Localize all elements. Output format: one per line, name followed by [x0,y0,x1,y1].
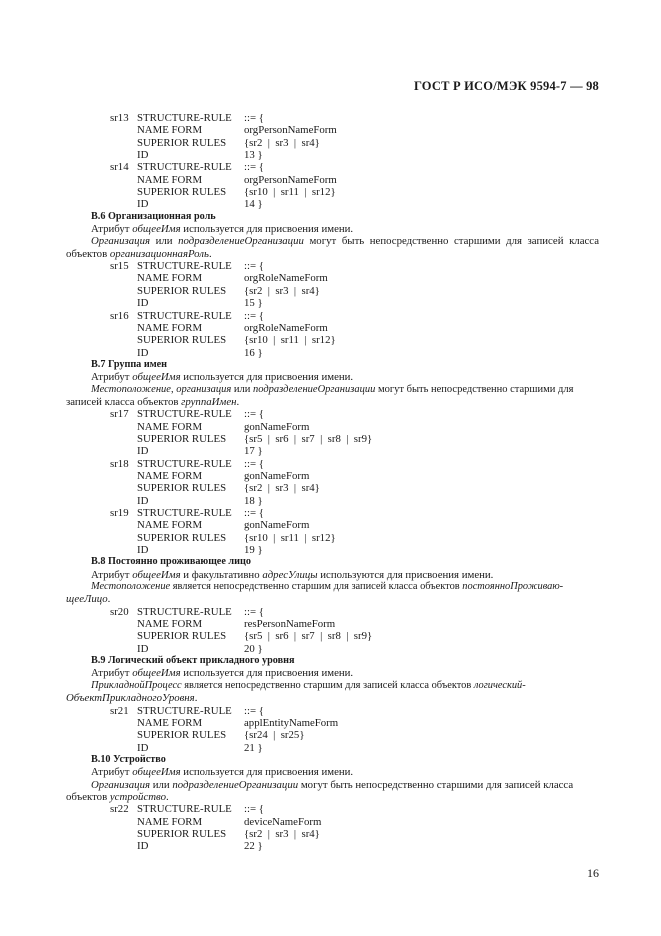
field-label: NAME FORM [137,173,203,186]
rule-id: sr20 [110,605,129,618]
field-value: 19 } [244,544,263,557]
text: Атрибут [91,223,133,236]
text: , [170,383,177,395]
rule-field-line [66,618,599,630]
paragraph [66,371,599,383]
rule-keyword: STRUCTURE-RULE [137,457,232,470]
text: могут быть непосредственно старшими для [375,383,574,395]
structure-rule-line [66,507,599,519]
italic-term: организационнаяРоль [109,247,209,260]
rule-field-line [66,334,599,346]
italic-term: логический- [473,679,526,691]
rule-operator: ::= { [244,260,264,273]
rule-field-line [66,272,599,284]
field-value: gonNameForm [244,420,310,433]
rule-id: sr13 [110,112,129,124]
structure-rule-line [66,161,599,173]
italic-term: постоянноПроживаю- [462,581,564,593]
rule-field-line [66,630,599,642]
field-value: applEntityNameForm [244,716,339,729]
field-label: SUPERIOR RULES [137,531,227,544]
italic-term: общееИмя [132,568,181,581]
text: Атрибут [91,568,133,581]
field-label: NAME FORM [137,618,203,631]
rule-keyword: STRUCTURE-RULE [137,605,232,618]
rule-id: sr14 [110,161,129,174]
field-label: ID [137,840,149,853]
structure-rule-line [66,803,599,815]
paragraph [66,384,599,396]
field-value: 18 } [244,494,263,507]
section-heading: В.9 Логический объект прикладного уровня [91,655,295,667]
italic-term: подразделениеОрганизации [172,778,299,791]
rule-operator: ::= { [244,457,264,470]
field-label: NAME FORM [137,469,203,482]
italic-term: адресУлицы [262,568,318,581]
paragraph [66,667,599,679]
italic-term: Организация [91,235,150,248]
rule-id: sr22 [110,803,129,816]
field-label: ID [137,198,149,211]
field-label: SUPERIOR RULES [137,482,227,495]
text: . [194,692,198,705]
field-value: {sr2 | sr3 | sr4} [244,284,320,297]
text: используются для присвоения имени. [317,568,494,581]
field-label: NAME FORM [137,420,203,433]
field-value: {sr2 | sr3 | sr4} [244,136,320,149]
field-value: 17 } [244,445,263,458]
italic-term: Организация [91,778,150,791]
rule-field-line [66,532,599,544]
rule-id: sr18 [110,457,129,470]
text: Атрибут [91,667,133,680]
italic-term: общееИмя [132,667,181,680]
field-value: 21 } [244,741,263,754]
paragraph-continuation [66,692,599,704]
field-value: deviceNameForm [244,815,322,828]
structure-rule-line [66,408,599,420]
rule-field-line [66,828,599,840]
text: или [150,235,179,248]
italic-term: общееИмя [132,371,181,384]
italic-term: общееИмя [132,766,181,779]
field-label: SUPERIOR RULES [137,186,227,199]
field-label: ID [137,346,149,359]
text: объектов [66,790,110,803]
text: используется для присвоения имени. [180,223,354,236]
rule-field-line [66,470,599,482]
paragraph [66,235,599,247]
rule-operator: ::= { [244,408,264,421]
field-value: 22 } [244,840,263,853]
field-value: orgRoleNameForm [244,321,328,334]
rule-field-line [66,198,599,210]
paragraph [66,680,599,692]
field-value: 16 } [244,346,263,359]
text: является непосредственно старшим для записей класса объектов [181,679,474,691]
field-value: 14 } [244,198,263,211]
rule-keyword: STRUCTURE-RULE [137,803,232,816]
rule-field-line [66,297,599,309]
field-label: ID [137,544,149,557]
rule-field-line [66,742,599,754]
field-value: {sr5 | sr6 | sr7 | sr8 | sr9} [244,630,373,643]
rule-operator: ::= { [244,161,264,174]
rule-operator: ::= { [244,309,264,322]
italic-term: ОбъектПрикладногоУровня [66,692,195,705]
rule-field-line [66,544,599,556]
rule-field-line [66,816,599,828]
structure-rule-line [66,705,599,717]
field-label: NAME FORM [137,272,203,285]
field-value: {sr10 | sr11 | sr12} [244,531,336,544]
rule-field-line [66,186,599,198]
field-label: NAME FORM [137,124,203,137]
field-label: SUPERIOR RULES [137,827,227,840]
rule-field-line [66,717,599,729]
field-value: orgPersonNameForm [244,124,337,137]
rule-field-line [66,285,599,297]
rule-field-line [66,421,599,433]
paragraph [66,581,599,593]
paragraph-continuation [66,593,599,605]
field-value: gonNameForm [244,469,310,482]
field-value: {sr2 | sr3 | sr4} [244,827,320,840]
field-value: orgPersonNameForm [244,173,337,186]
field-label: ID [137,149,149,162]
page-content [66,112,599,853]
field-label: NAME FORM [137,321,203,334]
structure-rule-line [66,310,599,322]
text: и факультативно [180,568,263,581]
page-header: ГОСТ Р ИСО/МЭК 9594-7 — 98 [413,79,599,93]
rule-keyword: STRUCTURE-RULE [137,704,232,717]
rule-field-line [66,495,599,507]
paragraph-continuation [66,396,599,408]
rule-operator: ::= { [244,803,264,816]
text: могут быть непосредственно старшими для записей класса [303,235,599,248]
paragraph [66,569,599,581]
italic-term: подразделениеОрганизации [253,383,376,395]
field-value: 20 } [244,642,263,655]
field-label: ID [137,445,149,458]
rule-operator: ::= { [244,704,264,717]
rule-operator: ::= { [244,605,264,618]
field-label: NAME FORM [137,716,203,729]
rule-field-line [66,137,599,149]
paragraph-continuation [66,791,599,803]
paragraph [66,223,599,235]
paragraph-continuation [66,248,599,260]
rule-field-line [66,149,599,161]
text: . [165,790,169,803]
field-value: 15 } [244,297,263,310]
rule-keyword: STRUCTURE-RULE [137,260,232,273]
rule-id: sr21 [110,704,129,717]
field-label: SUPERIOR RULES [137,334,227,347]
section-heading: В.6 Организационная роль [91,210,216,222]
rule-field-line [66,347,599,359]
field-value: {sr2 | sr3 | sr4} [244,482,320,495]
text: объектов [66,247,110,260]
text: используется для присвоения имени. [180,667,354,680]
rule-field-line [66,840,599,852]
section-heading: В.7 Группа имен [91,358,168,370]
italic-term: общееИмя [132,223,181,236]
field-value: {sr5 | sr6 | sr7 | sr8 | sr9} [244,432,373,445]
field-label: ID [137,494,149,507]
structure-rule-line [66,458,599,470]
rule-field-line [66,643,599,655]
rule-field-line [66,729,599,741]
rule-id: sr16 [110,309,129,322]
italic-term: щееЛицо [66,593,108,606]
text: Атрибут [91,371,133,384]
page-number: 16 [587,866,599,880]
rule-id: sr17 [110,408,129,421]
italic-term: Местоположение [91,581,171,593]
text: . [236,395,240,408]
field-value: gonNameForm [244,519,310,532]
rule-field-line [66,519,599,531]
field-value: 13 } [244,149,263,162]
rule-keyword: STRUCTURE-RULE [137,507,232,519]
field-label: SUPERIOR RULES [137,432,227,445]
section-heading: В.8 Постоянно проживающее лицо [91,556,251,568]
italic-term: группаИмен [181,395,237,408]
section-heading: В.10 Устройство [91,753,166,765]
field-value: {sr24 | sr25} [244,729,305,742]
structure-rule-line [66,112,599,124]
text: . [107,593,111,606]
field-label: NAME FORM [137,519,203,532]
italic-term: ПрикладнойПроцесс [91,679,182,691]
text: . [208,247,212,260]
field-label: SUPERIOR RULES [137,630,227,643]
rule-field-line [66,433,599,445]
rule-field-line [66,322,599,334]
rule-field-line [66,482,599,494]
text: является непосредственно старшим для записей класса объектов [170,581,463,593]
rule-field-line [66,445,599,457]
text: могут быть непосредственно старшими для записей класса [298,778,574,791]
field-value: {sr10 | sr11 | sr12} [244,334,336,347]
field-label: ID [137,297,149,310]
text: используется для присвоения имени. [180,371,354,384]
italic-term: организация [176,383,232,395]
italic-term: устройство [109,790,166,803]
paragraph [66,766,599,778]
structure-rule-line [66,260,599,272]
structure-rule-line [66,606,599,618]
text: или [231,383,253,395]
text: используется для присвоения имени. [180,766,354,779]
rule-keyword: STRUCTURE-RULE [137,309,232,322]
field-label: NAME FORM [137,815,203,828]
rule-keyword: STRUCTURE-RULE [137,161,232,174]
field-label: SUPERIOR RULES [137,284,227,297]
rule-field-line [66,174,599,186]
field-value: resPersonNameForm [244,618,336,631]
rule-field-line [66,124,599,136]
field-value: orgRoleNameForm [244,272,328,285]
rule-id: sr19 [110,507,129,519]
rule-keyword: STRUCTURE-RULE [137,112,232,124]
italic-term: подразделениеОрганизации [178,235,304,248]
text: записей класса объектов [66,395,182,408]
field-value: {sr10 | sr11 | sr12} [244,186,336,199]
field-label: SUPERIOR RULES [137,136,227,149]
field-label: ID [137,741,149,754]
text: Атрибут [91,766,133,779]
rule-keyword: STRUCTURE-RULE [137,408,232,421]
text: или [150,778,173,791]
rule-id: sr15 [110,260,129,273]
field-label: SUPERIOR RULES [137,729,227,742]
rule-operator: ::= { [244,112,264,124]
italic-term: Местоположение [91,383,171,395]
rule-operator: ::= { [244,507,264,519]
paragraph [66,779,599,791]
field-label: ID [137,642,149,655]
